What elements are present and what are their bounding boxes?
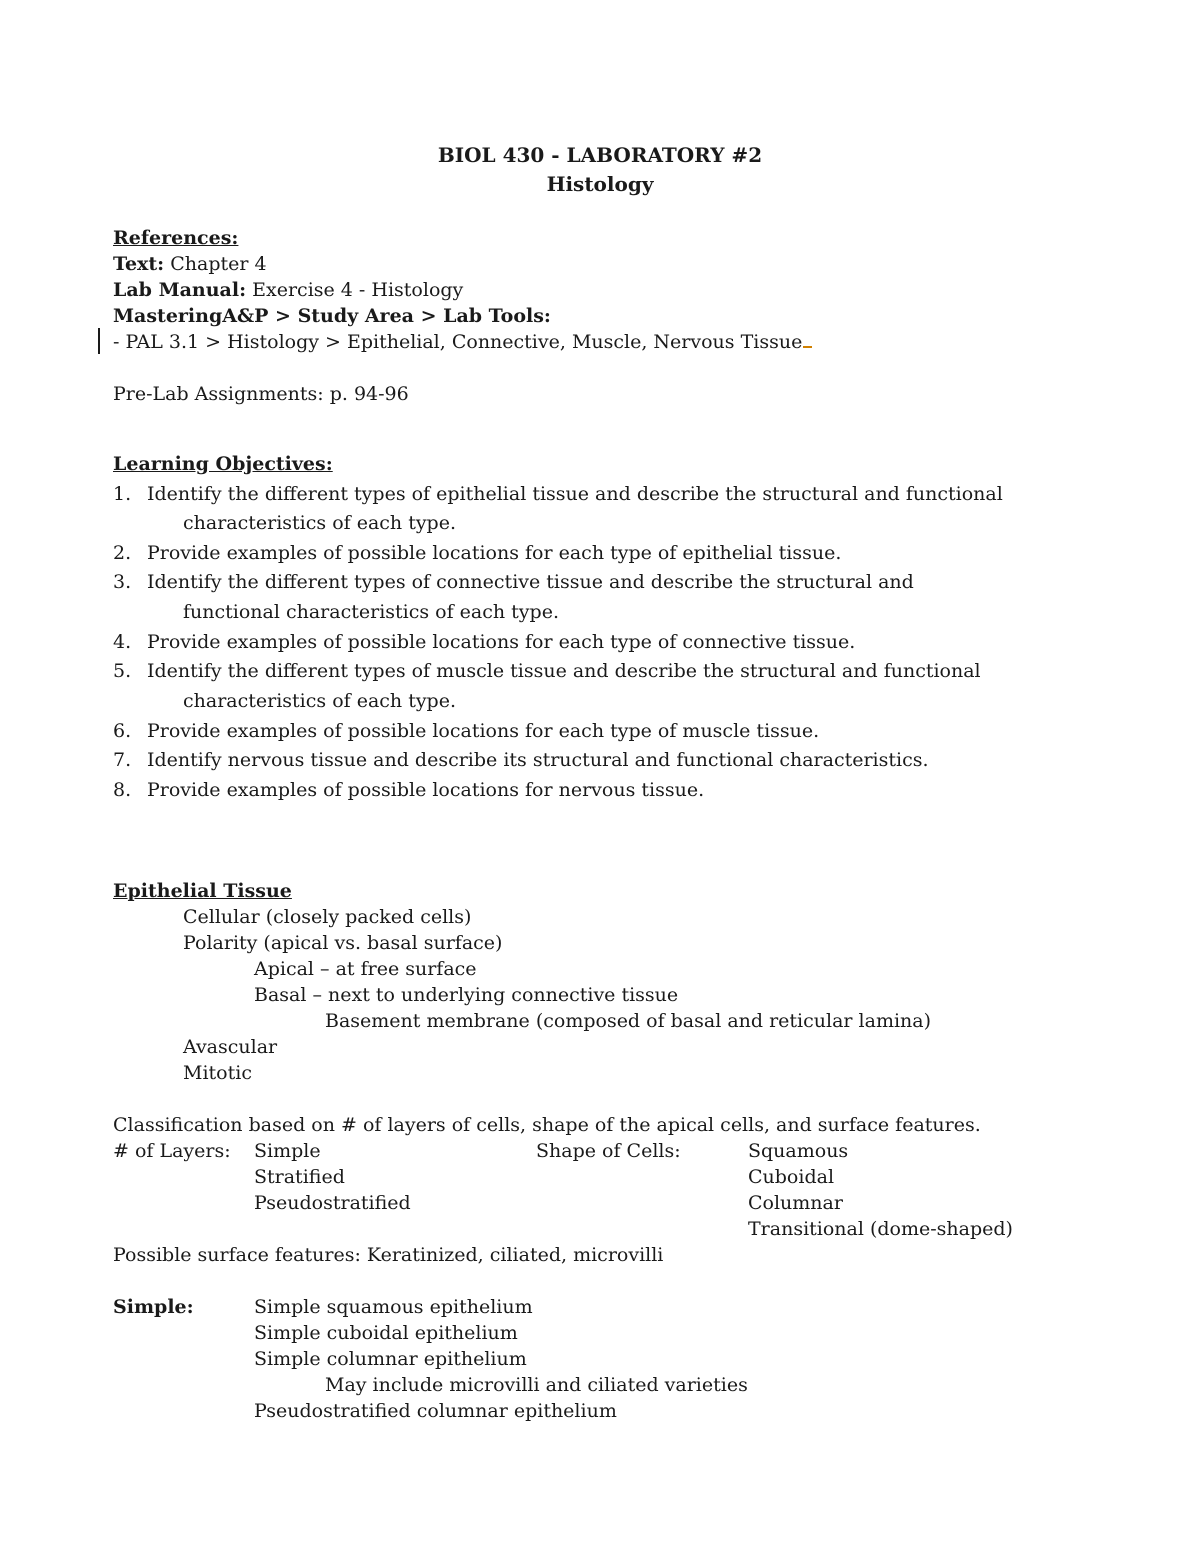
objective-6 [113,719,819,743]
classification-intro: Classification based on # of layers of cells, shape of the apical cells, and surface features. [113,1114,981,1136]
shape-squamous: Squamous [748,1140,849,1162]
page-title: BIOL 430 - LABORATORY #2 [437,143,763,167]
objective-5 [113,659,981,683]
objectives-heading: Learning Objectives: [113,453,333,475]
objective-1 [113,482,1003,506]
objective-8 [113,778,704,802]
objective-number: 3. [113,571,132,593]
objective-2 [113,541,841,565]
objective-number: 8. [113,779,132,801]
objective-text: Identify the different types of connective tissue and describe the structural and [147,571,914,593]
reference-manual [113,278,463,302]
pseudostratified-columnar: Pseudostratified columnar epithelium [254,1400,617,1422]
epithelial-heading: Epithelial Tissue [113,880,292,902]
objective-text: Identify nervous tissue and describe its structural and functional characteristics. [147,749,929,771]
shape-transitional: Transitional (dome-shaped) [748,1218,1013,1240]
epithelial-basal: Basal – next to underlying connective tissue [254,984,679,1006]
reference-manual-label: Lab Manual: [113,279,247,301]
objective-number: 5. [113,660,132,682]
reference-text-label: Text: [113,253,165,275]
reference-text-value: Chapter 4 [170,253,267,275]
objective-number: 7. [113,749,132,771]
objective-1-cont: characteristics of each type. [183,512,457,534]
layer-pseudostratified: Pseudostratified [254,1192,411,1214]
insertion-mark [803,346,812,348]
objective-3-cont: functional characteristics of each type. [183,601,559,623]
simple-columnar-note: May include microvilli and ciliated varieties [325,1374,748,1396]
objective-text: Identify the different types of muscle tissue and describe the structural and functional [147,660,981,682]
objective-4 [113,630,855,654]
layer-simple: Simple [254,1140,321,1162]
surface-features: Possible surface features: Keratinized, ciliated, microvilli [113,1244,664,1266]
simple-squamous: Simple squamous epithelium [254,1296,533,1318]
epithelial-apical: Apical – at free surface [254,958,477,980]
objective-text: Provide examples of possible locations for each type of epithelial tissue. [147,542,842,564]
simple-columnar: Simple columnar epithelium [254,1348,527,1370]
epithelial-avascular: Avascular [183,1036,278,1058]
shape-label: Shape of Cells: [536,1140,681,1162]
objective-text: Provide examples of possible locations for nervous tissue. [147,779,705,801]
objective-number: 6. [113,720,132,742]
objective-text: Provide examples of possible locations for each type of muscle tissue. [147,720,820,742]
shape-columnar: Columnar [748,1192,843,1214]
objective-number: 2. [113,542,132,564]
epithelial-basement: Basement membrane (composed of basal and reticular lamina) [325,1010,932,1032]
shape-cuboidal: Cuboidal [748,1166,835,1188]
objective-text: Provide examples of possible locations for each type of connective tissue. [147,631,856,653]
objective-5-cont: characteristics of each type. [183,690,457,712]
layers-label: # of Layers: [113,1140,231,1162]
simple-cuboidal: Simple cuboidal epithelium [254,1322,518,1344]
reference-mastering: MasteringA&P > Study Area > Lab Tools: [113,305,551,327]
objective-3 [113,570,914,594]
reference-manual-value: Exercise 4 - Histology [252,279,464,301]
page-subtitle: Histology [546,172,654,196]
epithelial-mitotic: Mitotic [183,1062,252,1084]
text-cursor [98,328,100,354]
objective-7 [113,748,929,772]
objective-number: 1. [113,483,132,505]
reference-pal-text: - PAL 3.1 > Histology > Epithelial, Connective, Muscle, Nervous Tissue [113,331,803,353]
objective-number: 4. [113,631,132,653]
epithelial-cellular: Cellular (closely packed cells) [183,906,472,928]
reference-pal [113,330,812,354]
layer-stratified: Stratified [254,1166,345,1188]
simple-label: Simple: [113,1296,194,1318]
objective-text: Identify the different types of epithelial tissue and describe the structural and functional [147,483,1003,505]
epithelial-polarity: Polarity (apical vs. basal surface) [183,932,503,954]
prelab-assignments: Pre-Lab Assignments: p. 94-96 [113,383,409,405]
reference-text [113,252,267,276]
references-heading: References: [113,227,239,249]
